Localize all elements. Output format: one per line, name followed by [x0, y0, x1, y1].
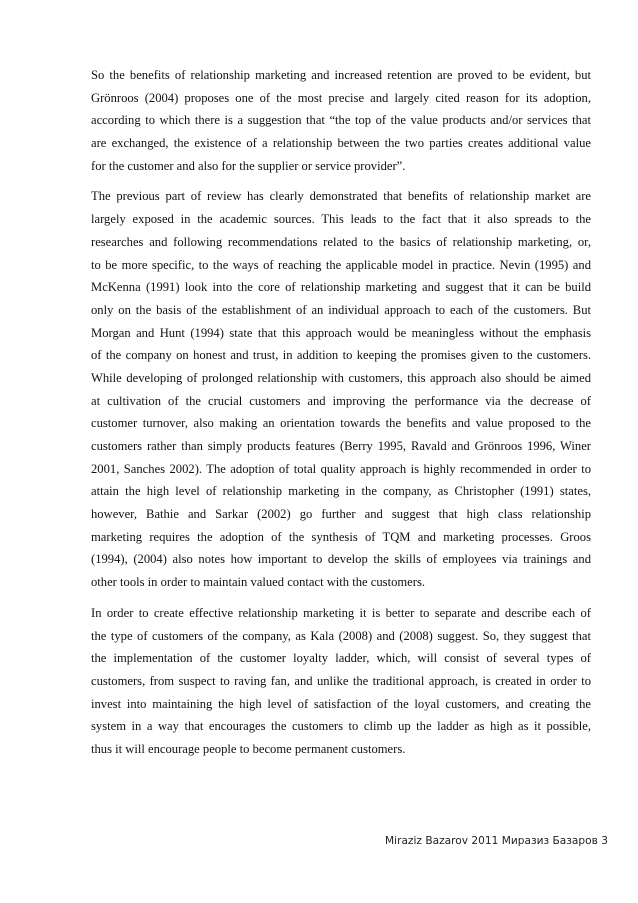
- text-line: Grönroos (2004) proposes one of the most precise and largely cited reason for its adoption,: [91, 90, 591, 105]
- text-line: according to which there is a suggestion that “the top of the value products and/or services that: [91, 113, 591, 128]
- text-line: (1994), (2004) also notes how important to develop the skills of employees via trainings and: [91, 552, 591, 567]
- text-line: system in a way that encourages the customers to climb up the ladder as high as it possible,: [91, 719, 591, 734]
- text-line: the type of customers of the company, as Kala (2008) and (2008) suggest. So, they suggest that: [91, 628, 591, 643]
- text-line: In order to create effective relationship marketing it is better to separate and describe each of: [91, 605, 591, 620]
- text-line: to be more specific, to the ways of reaching the applicable model in practice. Nevin (1995) and: [91, 257, 591, 272]
- text-line: attain the high level of relationship marketing in the company, as Christopher (1991) states,: [91, 484, 591, 499]
- text-line: invest into maintaining the high level of satisfaction of the loyal customers, and creating the: [91, 696, 591, 711]
- text-line: customers, from suspect to raving fan, and unlike the traditional approach, is created in order to: [91, 673, 591, 688]
- text-line: customer turnover, also making an orientation towards the benefits and value proposed to the: [91, 416, 591, 431]
- text-line: largely exposed in the academic sources. This leads to the fact that it also spreads to the: [91, 212, 591, 227]
- text-line: 2001, Sanches 2002). The adoption of total quality approach is highly recommended in order to: [91, 461, 591, 476]
- paragraph-1: [91, 64, 591, 177]
- text-line: the implementation of the customer loyalty ladder, which, will consist of several types of: [91, 651, 591, 666]
- body-text: [91, 64, 591, 769]
- text-line: are exchanged, the existence of a relationship between the two parties creates additional value: [91, 136, 591, 151]
- text-line: researches and following recommendations related to the basics of relationship marketing, or,: [91, 234, 591, 249]
- text-line: While developing of prolonged relationship with customers, this approach also should be aimed: [91, 370, 591, 385]
- paragraph-2: [91, 185, 591, 593]
- text-line: of the company on honest and trust, in addition to keeping the promises given to the customers.: [91, 348, 591, 363]
- text-line: Morgan and Hunt (1994) state that this approach would be meaningless without the emphasis: [91, 325, 591, 340]
- text-line: McKenna (1991) look into the core of relationship marketing and suggest that it can be build: [91, 280, 591, 295]
- text-line: however, Bathie and Sarkar (2002) go further and suggest that high class relationship: [91, 507, 591, 522]
- text-line: for the customer and also for the supplier or service provider”.: [91, 158, 406, 173]
- text-line: customers rather than simply products features (Berry 1995, Ravald and Grönroos 1996, Winer: [91, 439, 591, 453]
- text-line: marketing requires the adoption of the synthesis of TQM and marketing processes. Groos: [91, 529, 591, 544]
- text-line: at cultivation of the crucial customers and improving the performance via the decrease of: [91, 393, 591, 408]
- text-line: only on the basis of the establishment of an individual approach to each of the customers. But: [91, 302, 591, 317]
- page-footer: Miraziz Bazarov 2011 Миразиз Базаров 3: [385, 835, 608, 847]
- text-line: thus it will encourage people to become permanent customers.: [91, 741, 406, 756]
- text-line: The previous part of review has clearly demonstrated that benefits of relationship market are: [91, 189, 591, 204]
- text-line: other tools in order to maintain valued contact with the customers.: [91, 575, 425, 590]
- paragraph-3: [91, 602, 591, 761]
- text-line: So the benefits of relationship marketing and increased retention are proved to be evident, but: [91, 68, 591, 82]
